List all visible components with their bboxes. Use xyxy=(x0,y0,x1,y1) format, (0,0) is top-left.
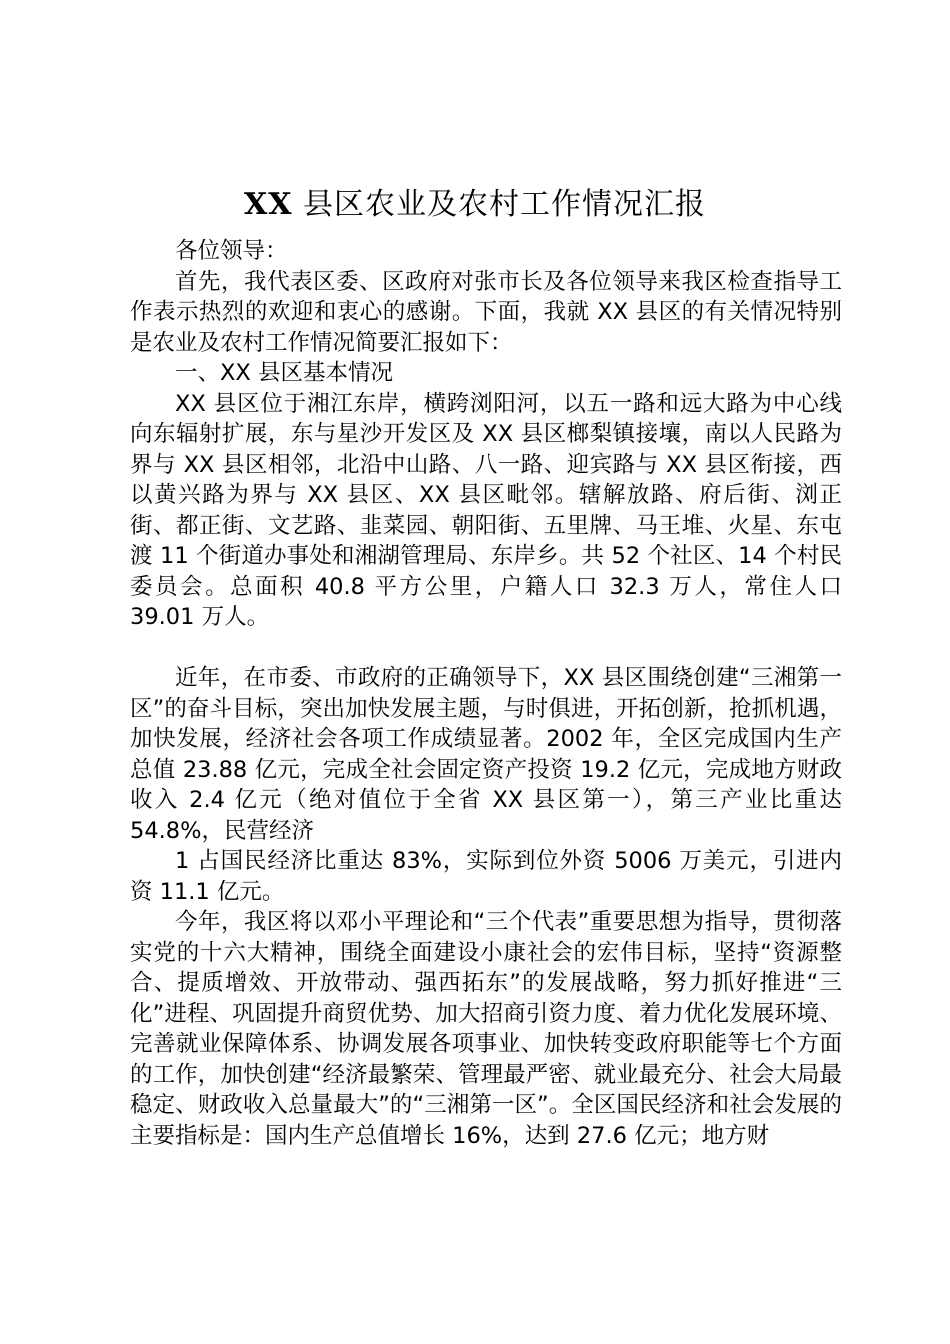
document-body xyxy=(130,236,842,1151)
plan-paragraph: 今年，我区将以邓小平理论和“三个代表”重要思想为指导，贯彻落实党的十六大精神，围绕全面建设小康社会的宏伟目标，坚持“资源整合、提质增效、开放带动、强西拓东”的发展战略，努力抓好推进“三化”进程、巩固提升商贸优势、加大招商引资力度、着力优化发展环境、完善就业保障体系、协调发展各项事业、加快转变政府职能等七个方面的工作，加快创建“经济最繁荣、管理最严密、就业最充分、社会大局最稳定、财政收入总量最大”的“三湘第一区”。全区国民经济和社会发展的主要指标是：国内生产总值增长 16%，达到 27.6 亿元；地方财 xyxy=(130,909,842,1149)
document-title-text: 县区农业及农村工作情况汇报 xyxy=(292,187,707,222)
document-title-prefix: XX xyxy=(243,187,293,222)
intro-paragraph: 首先，我代表区委、区政府对张市长及各位领导来我区检查指导工作表示热烈的欢迎和衷心的感谢。下面，我就 XX 县区的有关情况特别是农业及农村工作情况简要汇报如下： xyxy=(130,268,842,356)
development-paragraph: 近年，在市委、市政府的正确领导下，XX 县区围绕创建“三湘第一区”的奋斗目标，突出加快发展主题，与时俱进，开拓创新，抢抓机遇，加快发展，经济社会各项工作成绩显著。2002 年，全区完成国内生产总值 23.88 亿元，完成全社会固定资产投资 19.2 亿元，完成地方财政收入 2.4 亿元（绝对值位于全省 XX 县区第一），第三产业比重达 54.8%，民营经济 xyxy=(130,665,842,844)
document-title xyxy=(0,183,950,227)
development-paragraph-continued: 1 占国民经济比重达 83%，实际到位外资 5006 万美元，引进内资 11.1 亿元。 xyxy=(130,848,842,905)
salutation: 各位领导： xyxy=(175,238,288,264)
paragraph-gap xyxy=(130,633,842,664)
location-paragraph: XX 县区位于湘江东岸，横跨浏阳河，以五一路和远大路为中心线向东辐射扩展，东与星沙开发区及 XX 县区榔梨镇接壤，南以人民路为界与 XX 县区相邻，北沿中山路、八一路、迎宾路与 XX 县区衔接，西以黄兴路为界与 XX 县区、XX 县区毗邻。辖解放路、府后街、浏正街、都正街、文艺路、韭菜园、朝阳街、五里牌、马王堆、火星、东屯渡 11 个街道办事处和湘湖管理局、东岸乡。共 52 个社区、14 个村民委员会。总面积 40.8 平方公里，户籍人口 32.3 万人，常住人口 39.01 万人。 xyxy=(130,390,842,630)
section-heading: 一、XX 县区基本情况 xyxy=(175,360,393,386)
